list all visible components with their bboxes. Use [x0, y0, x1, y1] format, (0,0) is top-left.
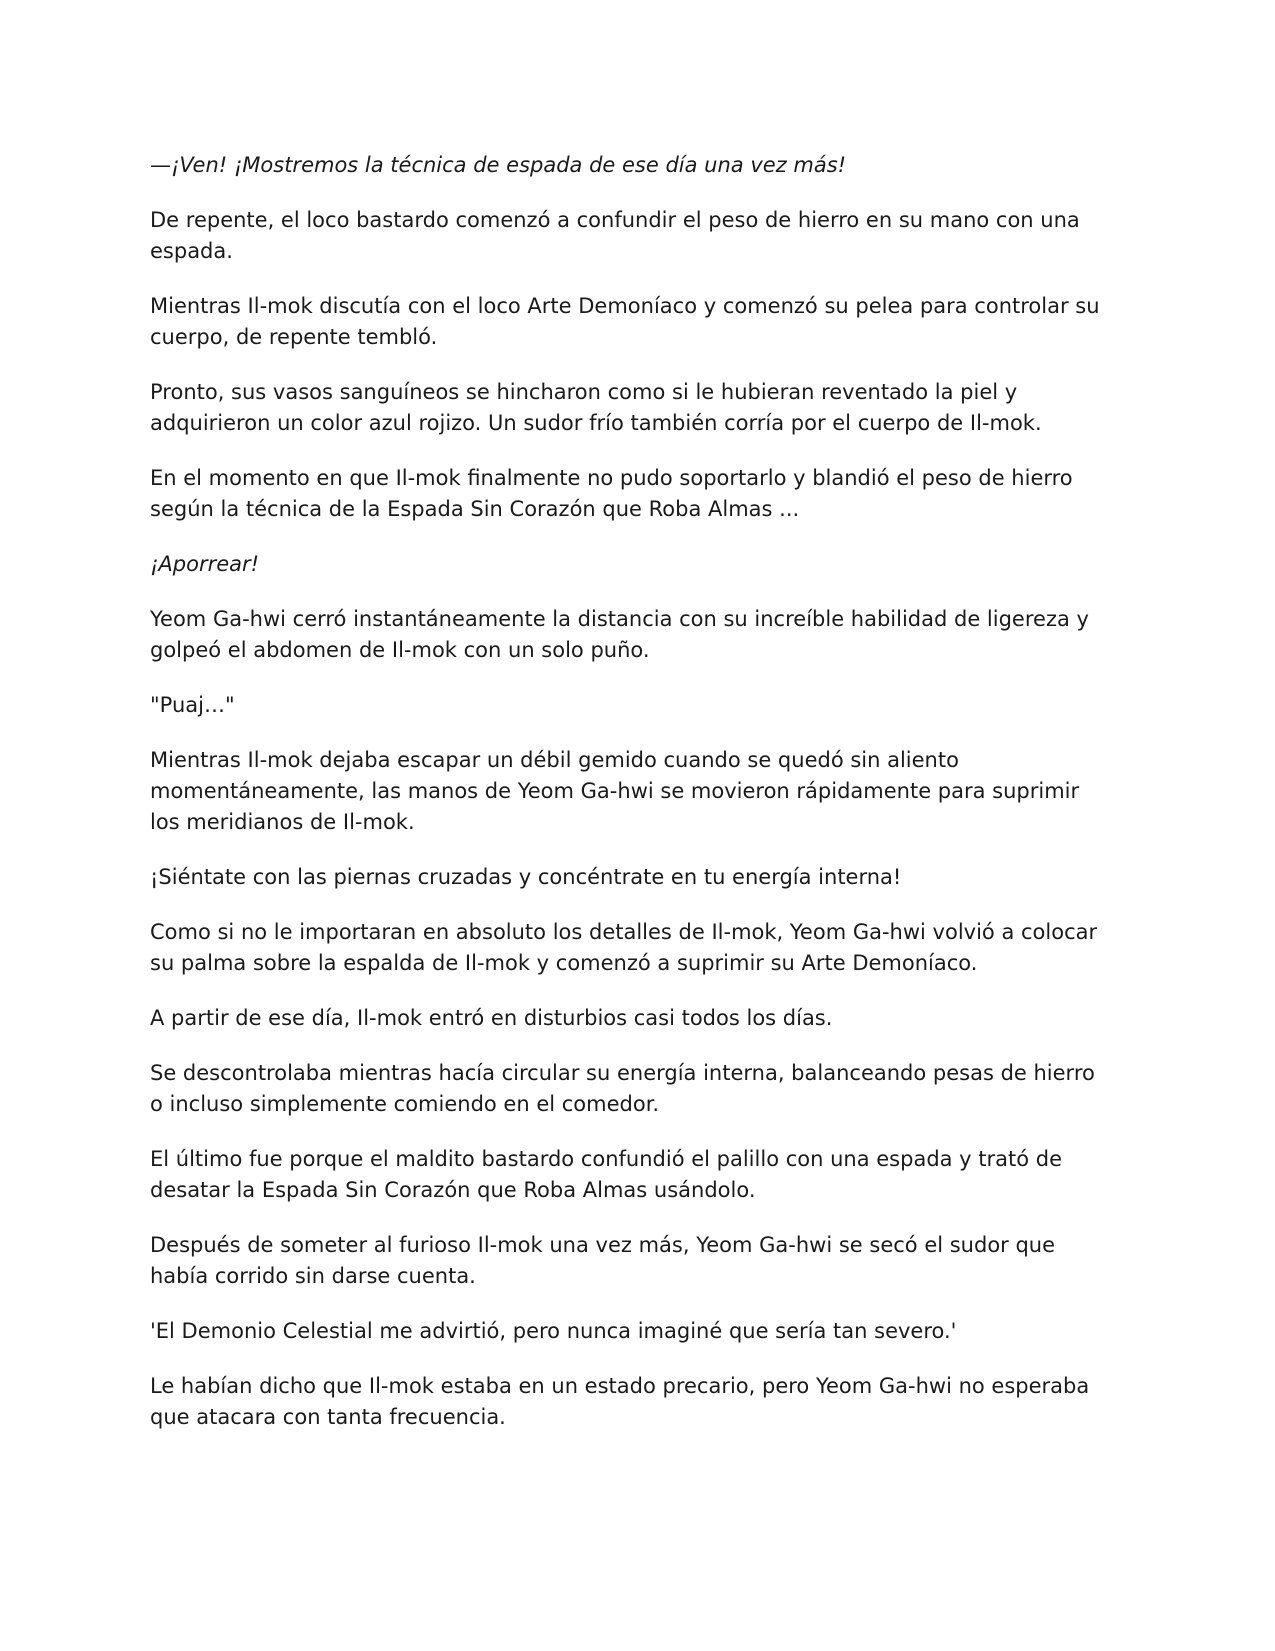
paragraph: Pronto, sus vasos sanguíneos se hincharon como si le hubieran reventado la piel y adquirieron un color azul rojizo. Un sudor frío también corría por el cuerpo de Il-mok. [150, 380, 1042, 435]
paragraph: En el momento en que Il-mok finalmente no pudo soportarlo y blandió el peso de hierro según la técnica de la Espada Sin Corazón que Roba Almas ... [150, 466, 1073, 521]
paragraph: Mientras Il-mok discutía con el loco Arte Demoníaco y comenzó su pelea para controlar su cuerpo, de repente tembló. [150, 294, 1100, 349]
paragraph: Le habían dicho que Il-mok estaba en un estado precario, pero Yeom Ga-hwi no esperaba que atacara con tanta frecuencia. [150, 1374, 1090, 1429]
paragraph: Se descontrolaba mientras hacía circular su energía interna, balanceando pesas de hierro o incluso simplemente comiendo en el comedor. [150, 1061, 1095, 1116]
paragraph: El último fue porque el maldito bastardo confundió el palillo con una espada y trató de desatar la Espada Sin Corazón que Roba Almas usándolo. [150, 1147, 1063, 1202]
paragraph: ¡Siéntate con las piernas cruzadas y concéntrate en tu energía interna! [150, 865, 902, 889]
paragraph-dialogue: "Puaj…" [150, 693, 235, 717]
paragraph-dialogue-ven: —¡Ven! ¡Mostremos la técnica de espada de ese día una vez más! [150, 153, 847, 177]
paragraph-sound-effect: ¡Aporrear! [150, 552, 260, 576]
paragraph: De repente, el loco bastardo comenzó a confundir el peso de hierro en su mano con una espada. [150, 208, 1080, 263]
paragraph-thought: 'El Demonio Celestial me advirtió, pero nunca imaginé que sería tan severo.' [150, 1319, 957, 1343]
document-body [150, 150, 1110, 1457]
paragraph: Mientras Il-mok dejaba escapar un débil gemido cuando se quedó sin aliento momentáneamente, las manos de Yeom Ga-hwi se movieron rápidamente para suprimir los meridianos de Il-mok. [150, 748, 1080, 834]
paragraph: Como si no le importaran en absoluto los detalles de Il-mok, Yeom Ga-hwi volvió a colocar su palma sobre la espalda de Il-mok y comenzó a suprimir su Arte Demoníaco. [150, 920, 1098, 975]
paragraph: Después de someter al furioso Il-mok una vez más, Yeom Ga-hwi se secó el sudor que había corrido sin darse cuenta. [150, 1233, 1056, 1288]
paragraph: Yeom Ga-hwi cerró instantáneamente la distancia con su increíble habilidad de ligereza y golpeó el abdomen de Il-mok con un solo puño. [150, 607, 1089, 662]
paragraph: A partir de ese día, Il-mok entró en disturbios casi todos los días. [150, 1006, 833, 1030]
